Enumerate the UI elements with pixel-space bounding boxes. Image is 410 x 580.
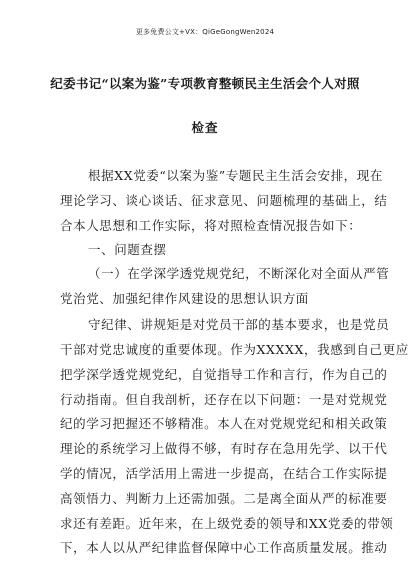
paragraph-line: 行动指南。但自我剖析，还存在以下问题：一是对党规党 xyxy=(60,392,388,407)
paragraph-line: 把学深学透党规党纪，自觉指导工作和言行，作为自己的 xyxy=(60,367,388,382)
subsection-heading: （一）在学深学透党规党纪，不断深化对全面从严管 xyxy=(88,266,390,281)
header-note: 更多免费公文+VX：QiGeGongWen2024 xyxy=(135,28,275,36)
section-heading: 一、问题查摆 xyxy=(88,242,167,257)
paragraph-line: 干部对党忠诚度的重要体现。作为XXXXX，我感到自己更应 xyxy=(60,342,409,357)
paragraph-line: 高领悟力、判断力上还需加强。二是离全面从严的标准要 xyxy=(60,491,388,506)
paragraph-line: 学的情况，活学活用上需进一步提高，在结合工作实际提 xyxy=(60,466,388,481)
paragraph-line: 理论学习、谈心谈话、征求意见、问题梳理的基础上，结 xyxy=(60,193,388,208)
paragraph-line: 下，本人以从严纪律监督保障中心工作高质量发展。推动 xyxy=(60,540,388,555)
document-title: 纪委书记“以案为鉴”专项教育整顿民主生活会个人对照 xyxy=(50,76,360,91)
paragraph-line: 理论的系统学习上做得不够，有时存在急用先学、以干代 xyxy=(60,441,388,456)
paragraph-line: 求还有差距。近年来，在上级党委的领导和XX党委的带领 xyxy=(60,516,394,531)
paragraph-line: 纪的学习把握还不够精准。本人在对党规党纪和相关政策 xyxy=(60,416,388,431)
subsection-heading-continued: 党治党、加强纪律作风建设的思想认识方面 xyxy=(60,291,309,306)
paragraph-line: 根据XX党委“以案为鉴”专题民主生活会安排，现在 xyxy=(88,168,383,183)
paragraph-line: 守纪律、讲规矩是对党员干部的基本要求，也是党员 xyxy=(88,317,390,332)
document-title-continued: 检查 xyxy=(191,120,219,135)
paragraph-line: 合本人思想和工作实际，将对照检查情况报告如下： xyxy=(60,218,362,233)
